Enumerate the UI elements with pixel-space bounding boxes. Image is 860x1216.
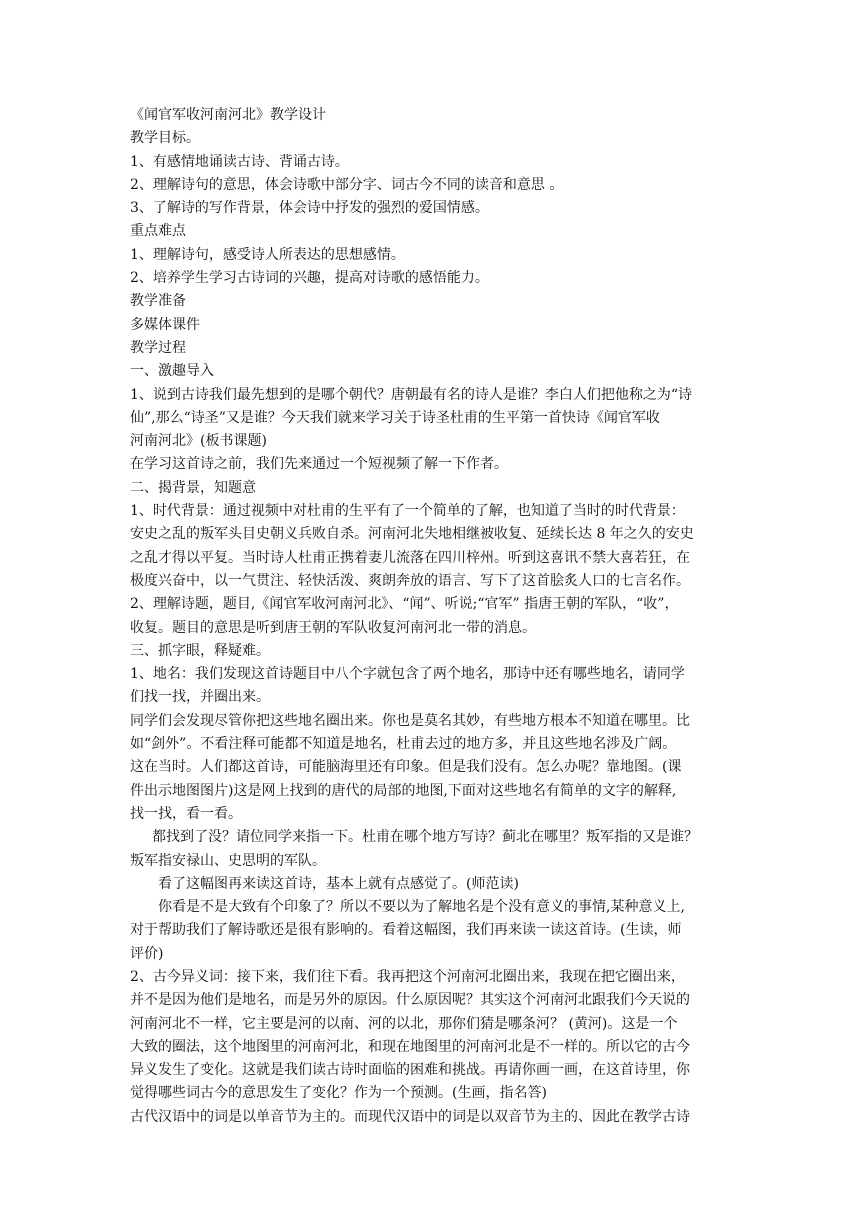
text-line: 看了这幅图再来读这首诗，基本上就有点感觉了。(师范读) [158,875,519,892]
subsection-heading: 一、激趣导入 [130,363,214,380]
text-line: 1、有感情地诵读古诗、背诵古诗。 [130,153,349,170]
section-heading-preparation: 教学准备 [130,293,186,310]
text-line: 们找一找，并圈出来。 [130,689,270,706]
text-line: 1、理解诗句，感受诗人所表达的思想感情。 [130,246,405,263]
text-line: 3、了解诗的写作背景，体会诗中抒发的强烈的爱国情感。 [130,200,489,217]
text-line: 觉得哪些词古今的意思发生了变化？作为一个预测。(生画，指名答) [130,1085,547,1102]
text-line: 仙”,那么“诗圣”又是谁？今天我们就来学习关于诗圣杜甫的生平第一首快诗《闻官军收 [130,409,660,426]
text-line: 评价) [130,945,164,962]
text-line: 2、古今异义词：接下来，我们往下看。我再把这个河南河北圈出来，我现在把它圈出来， [130,968,685,985]
subsection-heading: 三、抓字眼，释疑难。 [130,642,270,659]
text-line: 如“剑外”。不看注释可能都不知道是地名，杜甫去过的地方多，并且这些地名涉及广阔。 [130,736,677,753]
text-line: 河南河北》(板书课题) [130,433,267,450]
text-line: 在学习这首诗之前，我们先来通过一个短视频了解一下作者。 [130,456,508,473]
text-line: 异义发生了变化。这就是我们读古诗时面临的困难和挑战。再请你画一画，在这首诗里，你 [130,1062,690,1079]
text-line: 2、培养学生学习古诗词的兴趣，提高对诗歌的感悟能力。 [130,270,489,287]
text-line: 你看是不是大致有个印象了？所以不要以为了解地名是个没有意义的事情,某种意义上, [158,899,685,916]
text-line: 1、地名：我们发现这首诗题目中八个字就包含了两个地名，那诗中还有哪些地名，请同学 [130,666,685,683]
text-line: 对于帮助我们了解诗歌还是很有影响的。看着这幅图，我们再来读一读这首诗。(生读，师 [130,922,682,939]
subsection-heading: 二、揭背景，知题意 [130,479,256,496]
text-line: 2、理解诗句的意思，体会诗歌中部分字、词古今不同的读音和意思 。 [130,176,564,193]
document-title: 《闻官军收河南河北》教学设计 [130,107,326,123]
text-line: 之乱才得以平复。当时诗人杜甫正携着妻儿流落在四川梓州。听到这喜讯不禁大喜若狂，在 [130,549,690,566]
text-line: 收复。题目的意思是听到唐王朝的军队收复河南河北一带的消息。 [130,619,536,636]
text-line: 多媒体课件 [130,316,200,333]
text-line: 叛军指安禄山、史思明的军队。 [130,852,326,869]
section-heading-objectives: 教学目标。 [130,130,200,147]
text-line: 安史之乱的叛军头目史朝义兵败自杀。河南河北失地相继被收复、延续长达 8 年之久的安史 [130,526,694,543]
text-line: 并不是因为他们是地名，而是另外的原因。什么原因呢？其实这个河南河北跟我们今天说的 [130,992,690,1009]
document-body [130,104,742,1129]
text-line: 极度兴奋中，以一气贯注、轻快活泼、爽朗奔放的语言、写下了这首脍炙人口的七言名作。 [130,572,690,589]
section-heading-process: 教学过程 [130,339,186,356]
text-line: 这在当时。人们都这首诗，可能脑海里还有印象。但是我们没有。怎么办呢？靠地图。(课 [130,759,682,776]
text-line: 1、时代背景：通过视频中对杜甫的生平有了一个简单的了解，也知道了当时的时代背景： [130,503,685,520]
text-line: 找一找，看一看。 [130,805,242,822]
text-line: 件出示地图图片)这是网上找到的唐代的局部的地图,下面对这些地名有简单的文字的解释, [130,782,677,799]
section-heading-key-points: 重点难点 [130,223,186,240]
text-line: 都找到了没？请位同学来指一下。杜甫在哪个地方写诗？蓟北在哪里？叛军指的又是谁？ [152,829,698,846]
text-line: 大致的圈法，这个地图里的河南河北，和现在地图里的河南河北是不一样的。所以它的古今 [130,1038,690,1055]
text-line: 同学们会发现尽管你把这些地名圈出来。你也是莫名其妙，有些地方根本不知道在哪里。比 [130,712,690,729]
text-line: 古代汉语中的词是以单音节为主的。而现代汉语中的词是以双音节为主的、因此在教学古诗 [130,1108,690,1125]
text-line: 2、理解诗题，题目,《闻官军收河南河北》、“闻”、听说;“官军” 指唐王朝的军队，“收”， [130,596,679,613]
text-line: 1、说到古诗我们最先想到的是哪个朝代？唐朝最有名的诗人是谁？李白人们把他称之为“诗 [130,386,693,403]
text-line: 河南河北不一样，它主要是河的以南、河的以北，那你们猜是哪条河？ (黄河)。这是一个 [130,1015,678,1032]
